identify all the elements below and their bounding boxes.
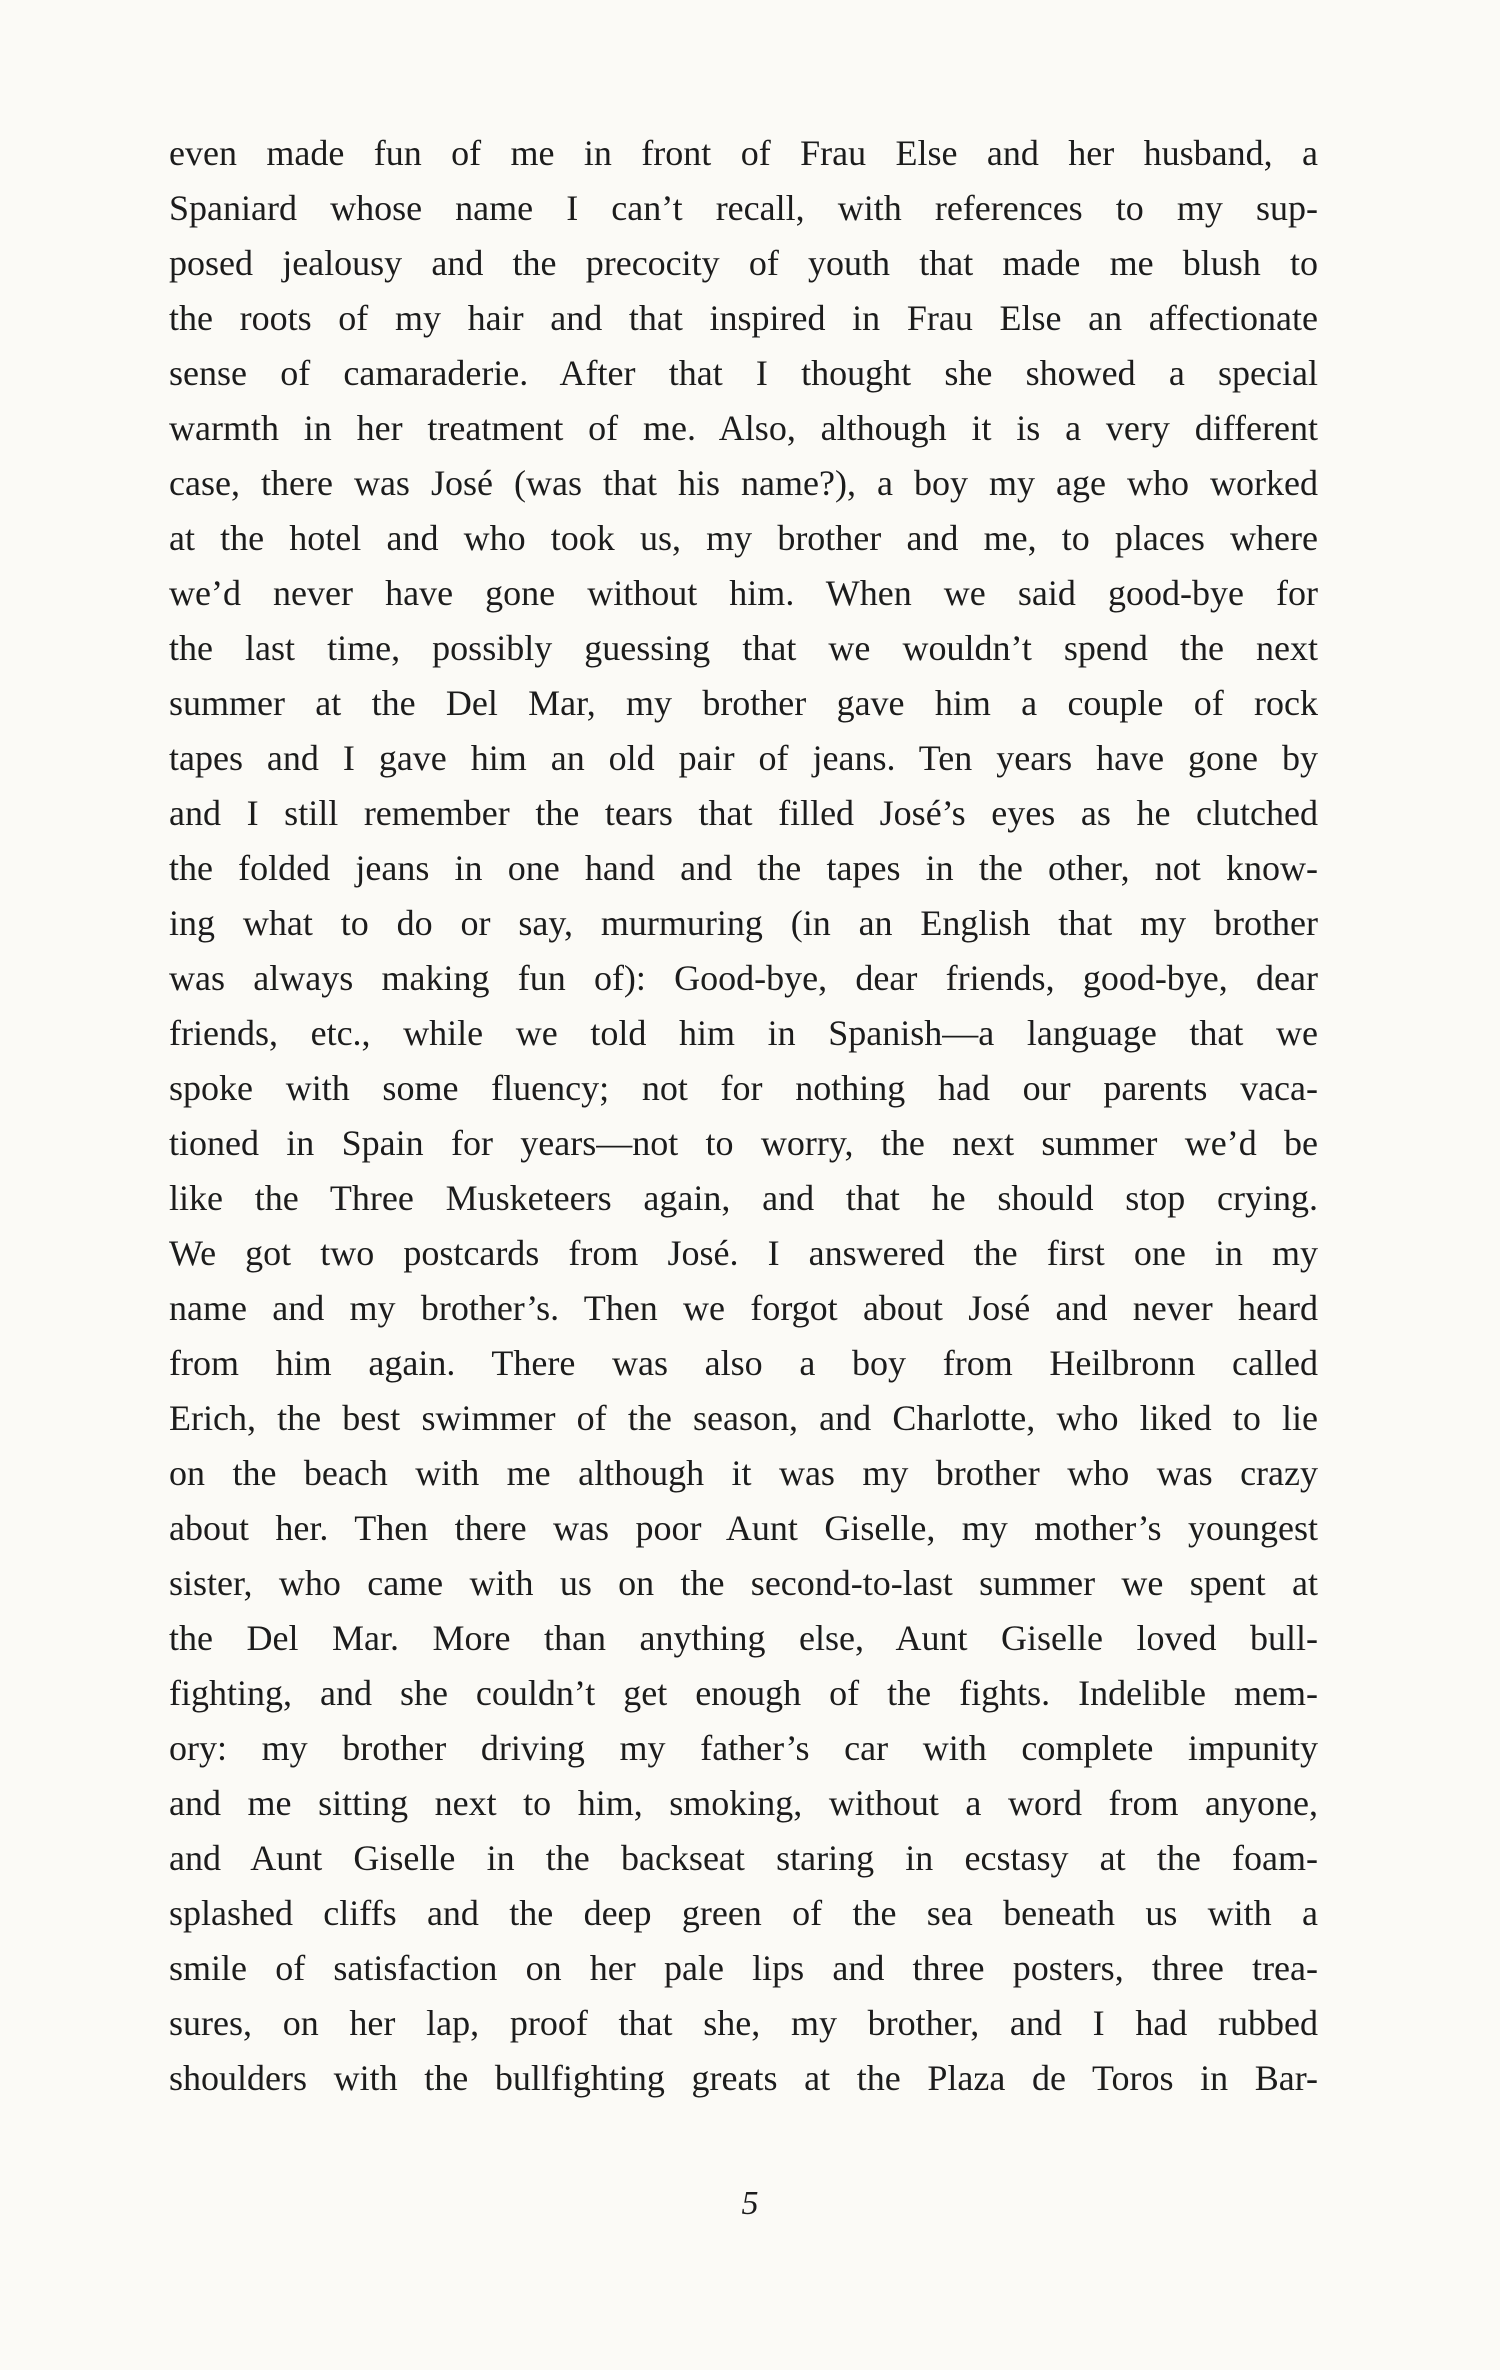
text-line-24: Erich, the best swimmer of the season, and Charlotte, who liked to lie <box>169 1398 1318 1438</box>
text-line-25: on the beach with me although it was my brother who was crazy <box>169 1453 1318 1493</box>
text-line-14: the folded jeans in one hand and the tapes in the other, not know- <box>169 848 1318 888</box>
text-line-1: even made fun of me in front of Frau Else and her husband, a <box>169 133 1318 173</box>
text-line-23: from him again. There was also a boy from Heilbronn called <box>169 1343 1318 1383</box>
text-line-20: like the Three Musketeers again, and that he should stop crying. <box>169 1178 1318 1218</box>
text-line-22: name and my brother’s. Then we forgot about José and never heard <box>169 1288 1318 1328</box>
text-line-30: ory: my brother driving my father’s car with complete impunity <box>169 1728 1318 1768</box>
text-line-16: was always making fun of): Good-bye, dear friends, good-bye, dear <box>169 958 1318 998</box>
text-line-7: case, there was José (was that his name?), a boy my age who worked <box>169 463 1318 503</box>
text-line-10: the last time, possibly guessing that we wouldn’t spend the next <box>169 628 1318 668</box>
text-line-27: sister, who came with us on the second-to-last summer we spent at <box>169 1563 1318 1603</box>
text-line-3: posed jealousy and the precocity of youth that made me blush to <box>169 243 1318 283</box>
text-line-32: and Aunt Giselle in the backseat staring in ecstasy at the foam- <box>169 1838 1318 1878</box>
text-line-17: friends, etc., while we told him in Spanish—a language that we <box>169 1013 1318 1053</box>
text-line-29: fighting, and she couldn’t get enough of the fights. Indelible mem- <box>169 1673 1318 1713</box>
text-line-12: tapes and I gave him an old pair of jeans. Ten years have gone by <box>169 738 1318 778</box>
page-number: 5 <box>741 2185 759 2222</box>
body-text <box>169 126 1318 2106</box>
text-line-6: warmth in her treatment of me. Also, although it is a very different <box>169 408 1318 448</box>
text-line-33: splashed cliffs and the deep green of the sea beneath us with a <box>169 1893 1318 1933</box>
text-line-5: sense of camaraderie. After that I thought she showed a special <box>169 353 1318 393</box>
text-line-34: smile of satisfaction on her pale lips and three posters, three trea- <box>169 1948 1318 1988</box>
text-line-35: sures, on her lap, proof that she, my brother, and I had rubbed <box>169 2003 1318 2043</box>
text-line-36: shoulders with the bullfighting greats at the Plaza de Toros in Bar- <box>169 2058 1318 2098</box>
text-line-2: Spaniard whose name I can’t recall, with references to my sup- <box>169 188 1318 228</box>
text-line-26: about her. Then there was poor Aunt Giselle, my mother’s youngest <box>169 1508 1318 1548</box>
text-line-21: We got two postcards from José. I answered the first one in my <box>169 1233 1318 1273</box>
text-line-8: at the hotel and who took us, my brother and me, to places where <box>169 518 1318 558</box>
text-line-11: summer at the Del Mar, my brother gave him a couple of rock <box>169 683 1318 723</box>
text-line-18: spoke with some fluency; not for nothing had our parents vaca- <box>169 1068 1318 1108</box>
text-line-19: tioned in Spain for years—not to worry, the next summer we’d be <box>169 1123 1318 1163</box>
text-line-9: we’d never have gone without him. When we said good-bye for <box>169 573 1318 613</box>
text-line-13: and I still remember the tears that filled José’s eyes as he clutched <box>169 793 1318 833</box>
text-line-28: the Del Mar. More than anything else, Aunt Giselle loved bull- <box>169 1618 1318 1658</box>
text-line-4: the roots of my hair and that inspired in Frau Else an affectionate <box>169 298 1318 338</box>
text-line-15: ing what to do or say, murmuring (in an English that my brother <box>169 903 1318 943</box>
text-line-31: and me sitting next to him, smoking, without a word from anyone, <box>169 1783 1318 1823</box>
